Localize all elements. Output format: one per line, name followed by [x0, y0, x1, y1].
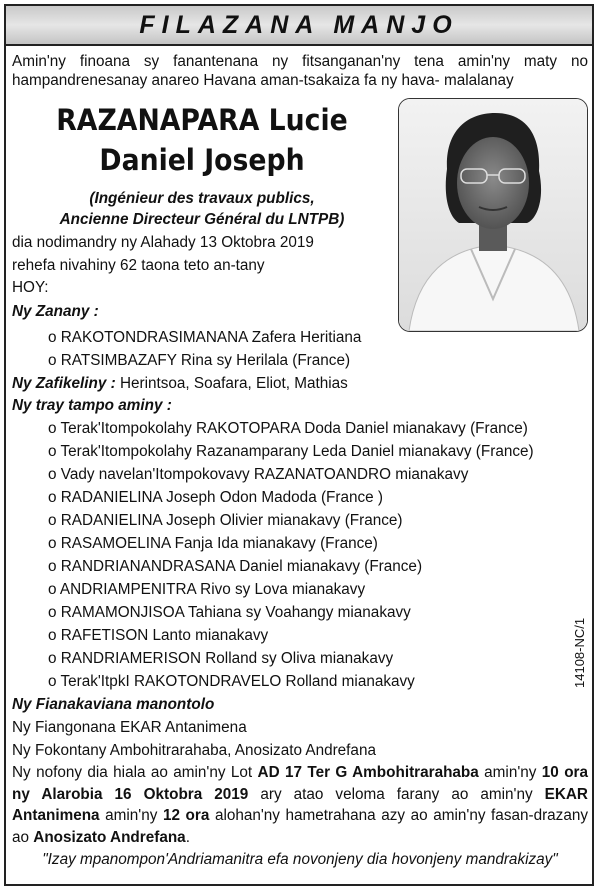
- funeral-departure-time: 10 ora ny Alarobia 16 Oktobra 2019: [12, 764, 588, 803]
- reference-code: [572, 588, 590, 688]
- funeral-text: amin'ny: [99, 807, 163, 824]
- grandchildren-line: [12, 373, 348, 394]
- funeral-text: amin'ny: [478, 764, 542, 781]
- funeral-text: Ny nofony dia hiala ao amin'ny Lot: [12, 764, 258, 781]
- closing-quote: "Izay mpanompon'Andriamanitra efa novonjeny dia hovonjeny mandrakizay": [42, 851, 558, 868]
- list-item: o RADANIELINA Joseph Odon Madoda (France ): [48, 489, 383, 506]
- list-item: o Vady navelan'Itompokovavy RAZANATOANDRO mianakavy: [48, 466, 469, 483]
- list-item: o Terak'Itompokolahy RAKOTOPARA Doda Daniel mianakavy (France): [48, 420, 528, 437]
- age-line: rehefa nivahiny 62 taona teto an-tany: [12, 257, 265, 274]
- list-item: o ANDRIAMPENITRA Rivo sy Lova mianakavy: [48, 581, 366, 598]
- hoy-label: HOY:: [12, 279, 49, 296]
- funeral-address: AD 17 Ter G Ambohitrarahaba: [257, 764, 479, 781]
- list-item: o Terak'ItpkI RAKOTONDRAVELO Rolland mianakavy: [48, 673, 415, 690]
- list-item: Ny Fiangonana EKAR Antanimena: [12, 719, 247, 736]
- portrait-photo: [398, 98, 588, 332]
- deceased-title-line1: (Ingénieur des travaux publics,: [89, 190, 315, 207]
- death-date-line: dia nodimandry ny Alahady 13 Oktobra 2019: [12, 234, 314, 251]
- grandchildren-names: Herintsoa, Soafara, Eliot, Mathias: [115, 375, 348, 392]
- list-item: o RANDRIAMERISON Rolland sy Oliva mianakavy: [48, 650, 394, 667]
- list-item: o RAMAMONJISOA Tahiana sy Voahangy mianakavy: [48, 604, 411, 621]
- funeral-burial-place: Anosizato Andrefana: [33, 828, 186, 846]
- siblings-heading: Ny tray tampo aminy :: [12, 397, 172, 414]
- portrait-image: [399, 99, 587, 331]
- list-item: o RANDRIANANDRASANA Daniel mianakavy (France): [48, 558, 423, 575]
- list-item: Ny Fokontany Ambohitrarahaba, Anosizato Andrefana: [12, 742, 376, 759]
- funeral-text: alohan'ny hametrahana azy ao amin'ny fasan-drazany ao: [12, 807, 588, 846]
- list-item: o Terak'Itompokolahy Razanamparany Leda Daniel mianakavy (France): [48, 443, 534, 460]
- intro-text: Amin'ny finoana sy fanantenana ny fitsanganan'ny tena amin'ny maty no hampandrenesanay anareo Havana aman-tsakaiza fa ny hava- malalanay: [12, 53, 588, 89]
- family-heading: Ny Fianakaviana manontolo: [12, 696, 215, 713]
- reference-number: 14108-NC/1: [572, 617, 587, 688]
- deceased-title: [12, 188, 392, 230]
- deceased-name: [27, 100, 377, 180]
- grandchildren-heading: Ny Zafikeliny :: [12, 375, 116, 392]
- funeral-text: .: [185, 828, 190, 846]
- children-heading: Ny Zanany :: [12, 303, 99, 320]
- funeral-farewell-time: 12 ora: [162, 807, 210, 824]
- notice-title: FILAZANA MANJO: [139, 10, 459, 39]
- list-item: o RASAMOELINA Fanja Ida mianakavy (France): [48, 535, 378, 552]
- list-item: o RATSIMBAZAFY Rina sy Herilala (France): [48, 352, 351, 369]
- notice-header: [6, 6, 592, 46]
- list-item: o RAKOTONDRASIMANANA Zafera Heritiana: [48, 329, 362, 346]
- funeral-church: EKAR Antanimena: [12, 785, 588, 824]
- list-item: o RAFETISON Lanto mianakavy: [48, 627, 269, 644]
- list-item: o RADANIELINA Joseph Olivier mianakavy (France): [48, 512, 403, 529]
- funeral-paragraph: [12, 762, 588, 848]
- funeral-text: ary atao veloma farany ao amin'ny: [248, 785, 545, 803]
- deceased-name-line2: Daniel Joseph: [99, 143, 305, 177]
- deceased-title-line2: Ancienne Directeur Général du LNTPB): [59, 211, 345, 228]
- deceased-name-line1: RAZANAPARA Lucie: [56, 103, 348, 137]
